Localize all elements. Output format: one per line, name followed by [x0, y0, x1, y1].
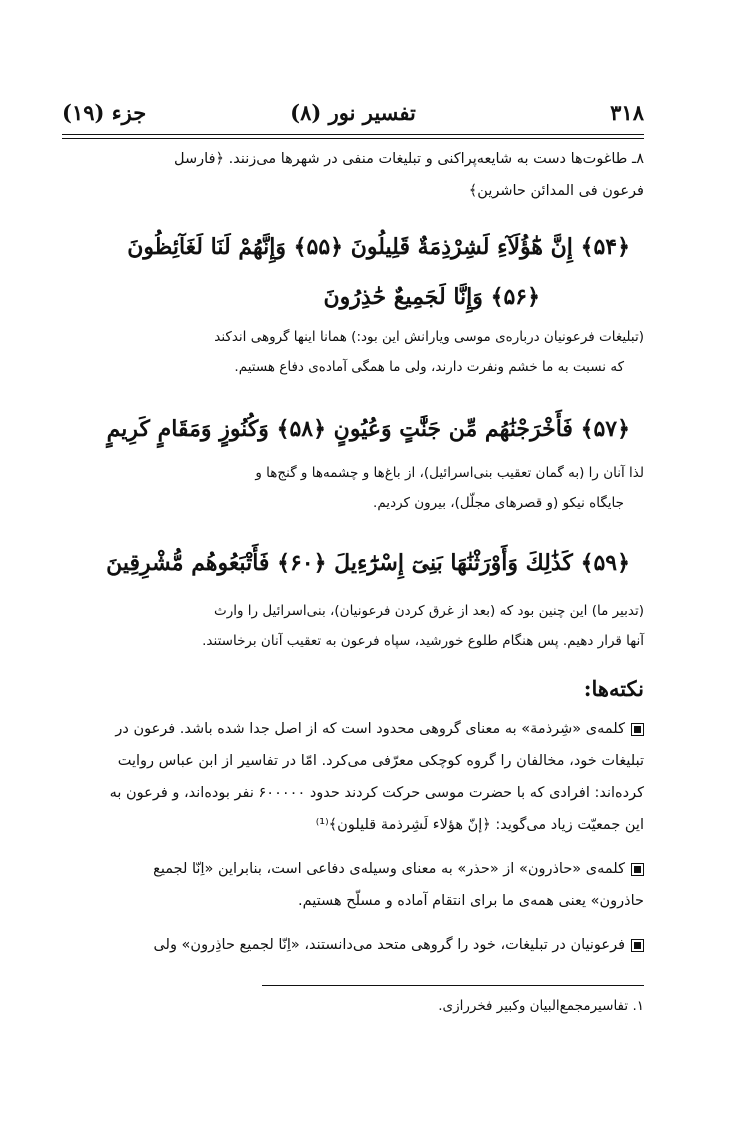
- footnote: ۱. تفاسیرمجمع‌البیان وکبیر فخررازی.: [438, 998, 644, 1014]
- note-line: تبلیغات خود، مخالفان را گروه کوچکی معرّفی می‌کرد. امّا در تفاسیر از ابن عباس روایت: [117, 753, 644, 769]
- translation-57-58: [62, 458, 644, 518]
- juz-label: جزء (۱۹): [62, 100, 147, 125]
- book-title: تفسیر نور (۸): [290, 100, 416, 125]
- point-8: [62, 143, 644, 207]
- square-bullet-icon: [631, 863, 644, 876]
- note-line: کلمه‌ی «شِرذمة» به معنای گروهی محدود است که از اصل جدا شده باشد. فرعون در: [115, 721, 625, 737]
- translation-line: (تدبیر ما) این چنین بود که (بعد از غرق کردن فرعونیان)، بنی‌اسرائیل را وارث: [213, 603, 644, 619]
- verse-line: ﴿۵۶﴾ وَإِنَّا لَجَمِيعٌ حَٰذِرُونَ: [323, 284, 540, 310]
- translation-59-60: [62, 596, 644, 656]
- note-3: [62, 929, 644, 961]
- verses-54-56: [70, 222, 630, 322]
- translation-line: لذا آنان را (به گمان تعقیب بنی‌اسرائیل)، از باغ‌ها و چشمه‌ها و گنج‌ها و: [255, 465, 644, 481]
- translation-line: که نسبت به ما خشم ونفرت دارند، ولی ما همگی آماده‌ی دفاع هستیم.: [234, 359, 624, 375]
- page-header: [62, 100, 644, 130]
- verses-57-58: [70, 404, 630, 454]
- page-number: ۳۱۸: [610, 100, 644, 125]
- translation-54-56: [62, 322, 644, 382]
- translation-line: جایگاه نیکو (و قصرهای مجلّل)، بیرون کردیم.: [373, 495, 624, 511]
- note-1: [62, 713, 644, 841]
- note-line: حاذرون» یعنی همه‌ی ما برای انتقام آماده و مسلّح هستیم.: [298, 893, 644, 909]
- verse-line: ﴿۵۷﴾ فَأَخْرَجْنَٰهُم مِّن جَنَّٰتٍ وَعُيُونٍ ﴿۵۸﴾ وَكُنُوزٍ وَمَقَامٍ كَرِيمٍ: [106, 416, 630, 442]
- note-2: [62, 853, 644, 917]
- verses-59-60: [70, 538, 630, 588]
- note-line: کرده‌اند: افرادی که با حضرت موسی حرکت کردند حدود ۶۰۰۰۰۰ نفر بوده‌اند، و فرعون به: [109, 785, 644, 801]
- notes-title: نکته‌ها:: [583, 676, 644, 701]
- header-rule: [62, 134, 644, 139]
- point-8-line-1: ۸ـ طاغوت‌ها دست به شایعه‌پراکنی و تبلیغات منفی در شهرها می‌زنند. ﴿فارسل: [174, 151, 644, 167]
- translation-line: آنها قرار دهیم. پس هنگام طلوع خورشید، سپاه فرعون به تعقیب آنان برخاستند.: [202, 633, 644, 649]
- note-line: کلمه‌ی «حاذرون» از «حذر» به معنای وسیله‌ی دفاعی است، بنابراین «اِنّا لجمیع: [153, 861, 625, 877]
- translation-line: (تبلیغات فرعونیان درباره‌ی موسی ویارانش این بود:) همانا اینها گروهی اندکند: [214, 329, 644, 345]
- verse-line: ﴿۵۹﴾ كَذَٰلِكَ وَأَوْرَثْنَٰهَا بَنِىٓ إِسْرَٰٓءِيلَ ﴿۶۰﴾ فَأَتْبَعُوهُم مُّشْرِقِينَ: [106, 550, 630, 576]
- footnote-rule: [262, 985, 644, 986]
- square-bullet-icon: [631, 939, 644, 952]
- verse-line: ﴿۵۴﴾ إِنَّ هَٰٓؤُلَآءِ لَشِرْذِمَةٌ قَلِيلُونَ ﴿۵۵﴾ وَإِنَّهُمْ لَنَا لَغَآئِظُونَ: [127, 234, 630, 260]
- square-bullet-icon: [631, 723, 644, 736]
- note-line: این جمعیّت زیاد می‌گوید: ﴿إنّ هؤلاء لَشِرذمة قلیلون﴾⁽¹⁾: [315, 817, 644, 833]
- point-8-line-2: فرعون فی المدائن حاشرین﴾: [468, 183, 644, 199]
- note-line: فرعونیان در تبلیغات، خود را گروهی متحد می‌دانستند، «اِنّا لجمیع حاذِرون» ولی: [153, 937, 625, 953]
